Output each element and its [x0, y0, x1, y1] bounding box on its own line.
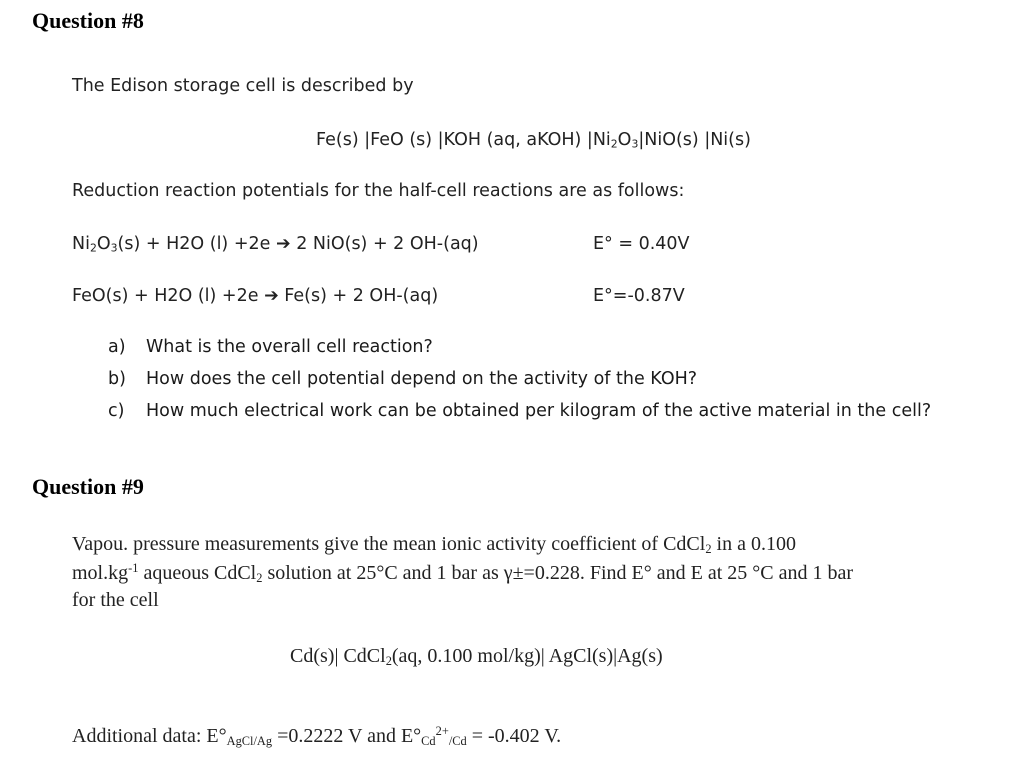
question-9-title: Question #9: [32, 474, 144, 499]
subquestion-marker: b): [108, 369, 126, 389]
subquestion-text: How much electrical work can be obtained per kilogram of the active material in the cell?: [146, 401, 932, 421]
q9-paragraph-line-2: $mol.kg^{-1}$ aqueous CdCl$_2$ solution at 25°C and 1 bar as γ±=0.228. Find E° and E at 25 °C and 1 bar: [72, 561, 854, 585]
q8-reduction-intro: Reduction reaction potentials for the half-cell reactions are as follows:: [72, 181, 685, 201]
half-reaction-1: $Ni_2O_3(s) + H2O$ (l) +2e ➔ 2 NiO(s) + 2 OH-(aq): [72, 234, 479, 255]
subquestion-marker: c): [108, 401, 125, 421]
q9-paragraph-line-1: Vapou. pressure measurements give the mean ionic activity coefficient of CdCl$_2$ in a 0.100: [72, 533, 796, 557]
arrow-right-icon: ➔: [275, 234, 291, 254]
half-reaction-2-potential: E°=-0.87V: [593, 286, 685, 306]
subquestion-marker: a): [108, 337, 126, 357]
q8-cell-notation: Fe(s) |FeO (s) |KOH (aq, aKOH) $|Ni_2O_3|NiO(s)$ |Ni(s): [316, 130, 751, 151]
half-reaction-1-potential: E° = 0.40V: [593, 234, 690, 254]
q9-cell-notation: Cd(s)| CdCl$_2$(aq, 0.100 mol/kg)| AgCl(s)|Ag(s): [290, 645, 663, 669]
subquestion-text: How does the cell potential depend on the activity of the KOH?: [146, 369, 698, 389]
question-8-title: Question #8: [32, 8, 144, 33]
subquestion-text: What is the overall cell reaction?: [146, 337, 433, 357]
half-reaction-2: FeO(s) + H2O (l) +2e ➔ Fe(s) + 2 OH-(aq): [72, 286, 439, 306]
q9-paragraph-line-3: for the cell: [72, 589, 159, 611]
q9-additional-data: Additional data: $E^\circ_{AgCl/Ag} =0.2222$ V and $E^\circ_{Cd}^{2+}_{/Cd} = -0.402$ V.: [72, 724, 562, 748]
arrow-right-icon: ➔: [264, 286, 279, 306]
q8-intro-text: The Edison storage cell is described by: [72, 76, 414, 96]
